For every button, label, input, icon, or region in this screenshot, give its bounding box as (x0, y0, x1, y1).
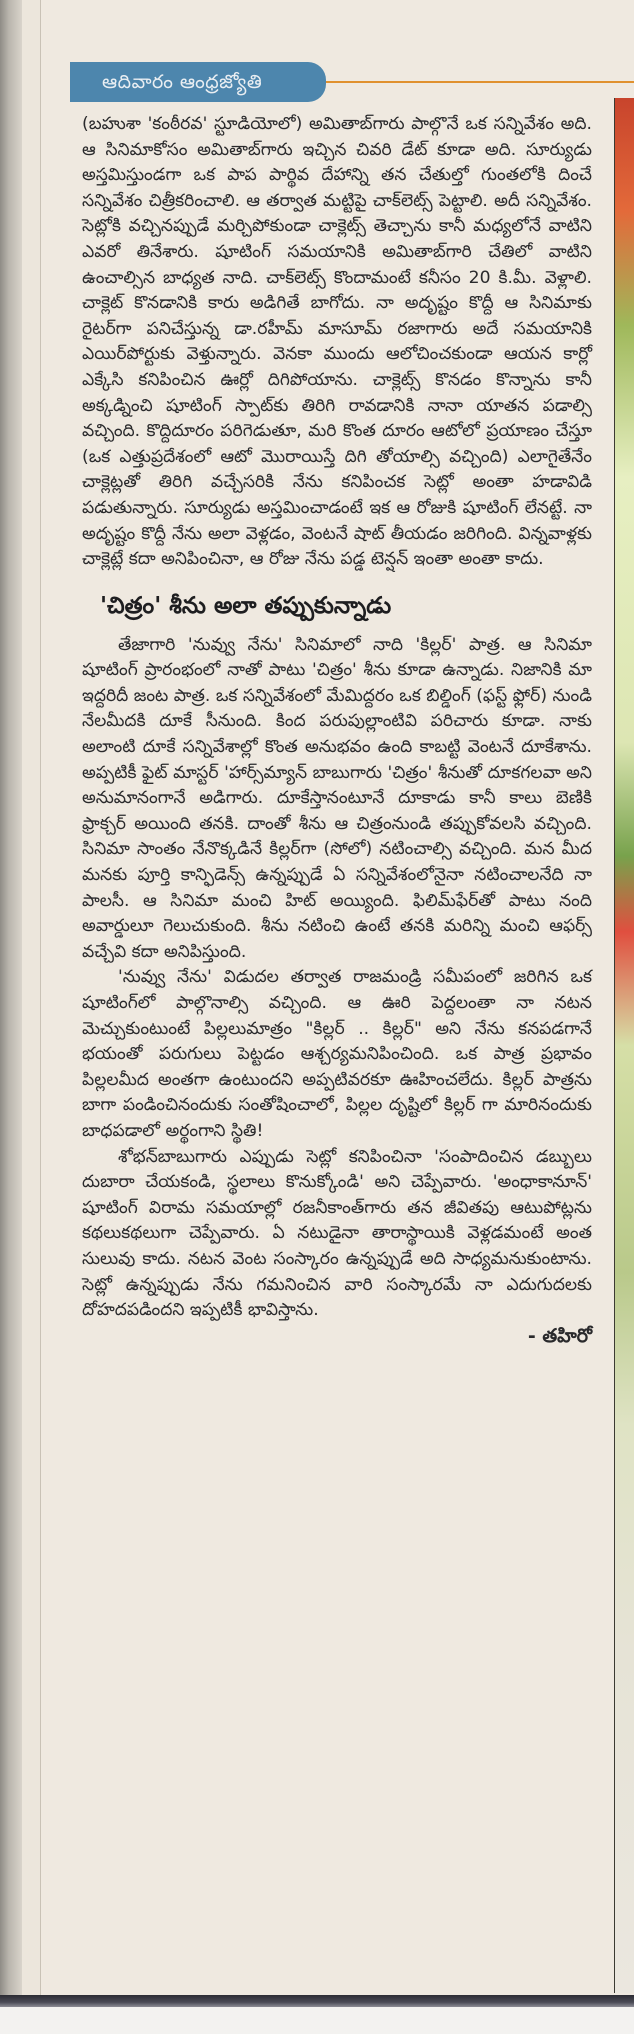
article-subheading: 'చిత్రం' శీను అలా తప్పుకున్నాడు (100, 592, 392, 619)
section-header-badge: ఆదివారం ఆంధ్రజ్యోతి (70, 62, 326, 102)
article-body (82, 112, 592, 1349)
article-paragraph: శోభన్‌బాబుగారు ఎప్పుడు సెట్లో కనిపించినా 'సంపాదించిన డబ్బులు దుబారా చేయకండి, స్థలాలు కొనుక్కోండి' అని చెప్పేవారు. 'అంధాకానూన్' షూటింగ్ విరామ సమయాల్లో రజనీకాంత్‌గారు తన జీవితపు ఆటుపోట్లను కథలుకథలుగా చెప్పేవారు. ఏ నటుడైనా తారాస్థాయికి వెళ్లడమంటే అంత సులువు కాదు. నటన వెంట సంస్కారం ఉన్నప్పుడే అది సాధ్యమనుకుంటాను. సెట్లో ఉన్నప్పుడు నేను గమనించిన వారి సంస్కారమే నా ఎదుగుదలకు దోహదపడిందని ఇప్పటికీ భావిస్తాను. (82, 1146, 592, 1321)
author-byline: - తహిరో (527, 1324, 592, 1347)
scan-bottom-blank (0, 2007, 634, 2034)
article-signoff (82, 1324, 592, 1350)
scan-left-edge (0, 0, 22, 2034)
page-bottom-border (0, 1995, 634, 2007)
article-paragraph: (బహుశా 'కంఠీరవ' స్టూడియోలో) అమితాబ్‌గారు పాల్గొనే ఒక సన్నివేశం అది. ఆ సినిమాకోసం అమితాబ్‌గారు ఇచ్చిన చివరి డేట్ కూడా అది. సూర్యుడు అస్తమిస్తుండగా ఒక పాప పార్థివ దేహాన్ని తన చేతుల్తో గుంతలోకి దించే సన్నివేశం చిత్రీకరించాలి. ఆ తర్వాత మట్టిపై చాక్‌లెట్స్ పెట్టాలి. అదీ సన్నివేశం. సెట్లోకి వచ్చినప్పుడే మర్చిపోకుండా చాక్లెట్స్ తెచ్చాను కానీ మధ్యలోనే వాటిని ఎవరో తినేశారు. షూటింగ్ సమయానికి అమితాబ్‌గారి చేతిలో వాటిని ఉంచాల్సిన బాధ్యత నాది. చాక్‌లెట్స్ కొందామంటే కనీసం 20 కి.మీ. వెళ్లాలి. చాక్లెట్ కొనడానికి కారు అడిగితే బాగోదు. నా అదృష్టం కొద్దీ ఆ సినిమాకు రైటర్‌గా పనిచేస్తున్న డా.రహీమ్ మాసూమ్ రజాగారు అదే సమయానికి ఎయిర్‌పోర్టుకు వెళ్తున్నారు. వెనకా ముందు ఆలోచించకుండా ఆయన కార్లో ఎక్కేసి కనిపించిన ఊర్లో దిగిపోయాను. చాక్లెట్స్ కొనడం కొన్నాను కానీ అక్కడ్నించి షూటింగ్ స్పాట్‌కు తిరిగి రావడానికి నానా యాతన పడాల్సి వచ్చింది. కొద్దిదూరం పరిగెడుతూ, మరి కొంత దూరం ఆటోలో ప్రయాణం చేస్తూ (ఒక ఎత్తుప్రదేశంలో ఆటో మొరాయిస్తే దిగి తోయాల్సి వచ్చింది) ఎలాగైతేనేం చాక్లెట్లతో తిరిగి వచ్చేసరికి నేను కనిపించక సెట్లో అంతా హడావిడి పడుతున్నారు. సూర్యుడు అస్తమించాడంటే ఇక ఆ రోజుకి షూటింగ్ లేనట్టే. నా అదృష్టం కొద్దీ నేను అలా వెళ్లడం, వెంటనే షాట్ తీయడం జరిగింది. విన్నవాళ్లకు చాక్లెట్లే కదా అనిపించినా, ఆ రోజు నేను పడ్డ టెన్షన్ ఇంతా అంతా కాదు. (82, 114, 592, 570)
adjacent-photo-strip (614, 98, 634, 1993)
header-divider-rule (326, 81, 634, 83)
article-paragraph: తేజాగారి 'నువ్వు నేను' సినిమాలో నాది 'కిల్లర్' పాత్ర. ఆ సినిమా షూటింగ్ ప్రారంభంలో నాతో పాటు 'చిత్రం' శీను కూడా ఉన్నాడు. నిజానికి మా ఇద్దరిదీ జంట పాత్ర. ఒక సన్నివేశంలో మేమిద్దరం ఒక బిల్డింగ్ (ఫస్ట్ ఫ్లోర్) నుండి నేలమీదకి దూకే సీనుంది. కింద పరుపుల్లాంటివి పరిచారు కూడా. నాకు అలాంటి దూకే సన్నివేశాల్లో కొంత అనుభవం ఉంది కాబట్టి వెంటనే దూకేశాను. అప్పటికీ ఫైట్ మాస్టర్ 'హార్స్‌మ్యాన్ బాబుగారు 'చిత్రం' శీనుతో దూకగలవా అని అనుమానంగానే అడిగారు. దూకేస్తానంటూనే దూకాడు కానీ కాలు బెణికి ఫ్రాక్చర్ అయింది తనకి. దాంతో శీను ఆ చిత్రంనుండి తప్పుకోవలసి వచ్చింది. సినిమా సాంతం నేనొక్కడినే కిల్లర్‌గా (సోలో) నటించాల్సి వచ్చింది. మన మీద మనకు పూర్తి కాన్ఫిడెన్స్ ఉన్నప్పుడే ఏ సన్నివేశంలోనైనా నటించాలనేది నా పాలసీ. ఆ సినిమా మంచి హిట్ అయ్యింది. ఫిలిమ్‌ఫేర్‌తో పాటు నంది అవార్డులూ గెలుచుకుంది. శీను నటించి ఉంటే తనకి మరిన్ని మంచి ఆఫర్స్ వచ్చేవి కదా అనిపిస్తుంది. (82, 634, 592, 962)
scan-left-margin (22, 0, 41, 1995)
article-paragraph: 'నువ్వు నేను' విడుదల తర్వాత రాజమండ్రి సమీపంలో జరిగిన ఒక షూటింగ్‌లో పాల్గొనాల్సి వచ్చింది. ఆ ఊరి పెద్దలంతా నా నటన మెచ్చుకుంటుంటే పిల్లలుమాత్రం "కిల్లర్ .. కిల్లర్" అని నేను కనపడగానే భయంతో పరుగులు పెట్టడం ఆశ్చర్యమనిపించింది. ఒక పాత్ర ప్రభావం పిల్లలమీద అంతగా ఉంటుందని అప్పటివరకూ ఊహించలేదు. కిల్లర్ పాత్రను బాగా పండించినందుకు సంతోషించాలో, పిల్లల దృష్టిలో కిల్లర్ గా మారినందుకు బాధపడాలో అర్థంగాని స్థితి! (82, 967, 592, 1141)
